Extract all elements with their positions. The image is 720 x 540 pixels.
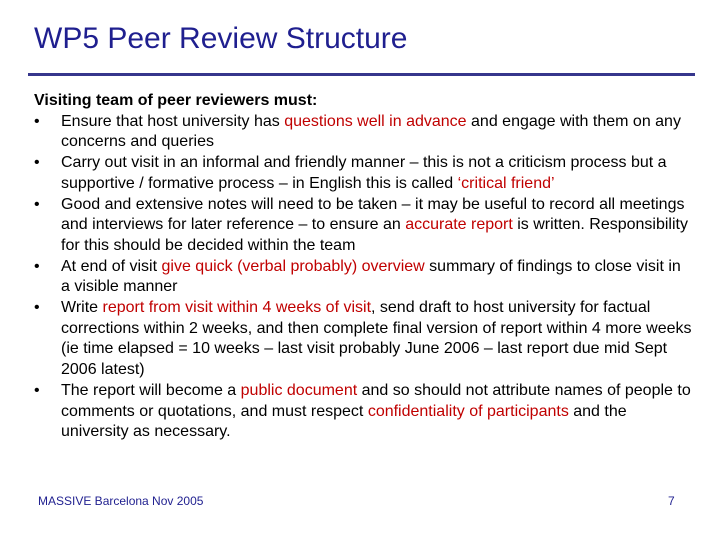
bullet-item <box>34 195 694 257</box>
bullet-item <box>34 112 694 153</box>
bullet-text: Carry out visit in an informal and friendly manner – this is not a criticism process but a supportive / formative process – in English this is called <box>61 154 667 192</box>
bullet-text: The report will become a <box>61 381 241 399</box>
highlighted-text: public document <box>240 381 358 399</box>
page-number: 7 <box>668 494 675 508</box>
list-heading: Visiting team of peer reviewers must: <box>34 92 318 109</box>
highlighted-text: questions well in advance <box>284 112 467 130</box>
title-divider <box>28 73 695 76</box>
highlighted-text: confidentiality of participants <box>367 402 569 420</box>
bullet-text: and engage with them on any concerns and queries <box>61 112 681 151</box>
bullet-text: summary of findings to close visit in a visible manner <box>61 257 681 296</box>
bullet-item <box>34 381 694 443</box>
highlighted-text: report from visit within 4 weeks of visit <box>102 299 372 317</box>
bullet-text: is written. Responsibility for this should be decided within the team <box>61 216 688 254</box>
slide-body <box>34 91 694 443</box>
highlighted-text: give quick (verbal probably) overview <box>161 257 425 275</box>
bullet-item <box>34 257 694 298</box>
bullet-item <box>34 298 694 381</box>
bullet-text: and the university as necessary. <box>61 402 627 441</box>
bullet-text: , send draft to host university for factual corrections within 2 weeks, and then complete final version of report within 4 more weeks (ie time elapsed = 10 weeks – last visit probably June 2006 – last report due mid Sept 2006 latest) <box>61 299 692 379</box>
highlighted-text: accurate report <box>405 216 513 234</box>
bullet-text: Ensure that host university has <box>61 112 285 130</box>
bullet-text: Good and extensive notes will need to be taken – it may be useful to record all meetings and interviews for later reference – to ensure an <box>61 195 685 234</box>
highlighted-text: ‘critical friend’ <box>457 174 555 192</box>
bullet-text: and so should not attribute names of people to comments or quotations, and must respect <box>61 381 691 420</box>
bullet-item <box>34 153 694 194</box>
bullet-text: Write <box>61 299 103 317</box>
slide-footer: MASSIVE Barcelona Nov 2005 <box>38 494 204 508</box>
bullet-text: At end of visit <box>61 257 162 275</box>
slide-title: WP5 Peer Review Structure <box>34 22 408 55</box>
bullet-list <box>34 112 694 443</box>
